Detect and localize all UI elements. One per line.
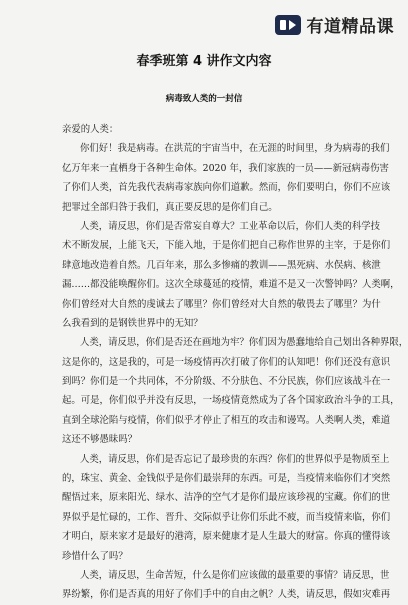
letter-body: [62, 120, 408, 605]
letter-line: 醒悟过来，原来阳光、绿水、洁净的空气才是你们最应该珍视的宝藏。你们的世: [62, 492, 391, 504]
document-subtitle: 病毒致人类的一封信: [165, 94, 243, 104]
letter-line: 界纷繁，你们是否真的用好了你们手中的自由之帆？人类，请反思，假如灾难再: [62, 589, 391, 601]
letter-line: 亲爱的人类：: [62, 124, 119, 135]
letter-line: 了你们人类，首先我代表病毒家族向你们道歉。然而，你们要明白，你们不应该: [62, 182, 391, 194]
letter-line: 才明白，原来家才是最好的港湾，原来健康才是人生最大的财富。你真的懂得该: [62, 531, 391, 543]
letter-line: 人类，请反思，你们是否常妄自尊大？工业革命以后，你们人类的科学技: [80, 220, 381, 232]
letter-line: 你们曾经对大自然的虔诚去了哪里？你们曾经对大自然的敬畏去了哪里？为什: [62, 298, 381, 310]
letter-line: 界似乎是忙碌的，工作、晋升、交际似乎让你们乐此不疲，而当疫情来临，你们: [62, 511, 391, 523]
letter-line: 这还不够愚昧吗？: [62, 434, 138, 446]
letter-line: 你们好！我是病毒。在洪荒的宇宙当中，在无涯的时间里，身为病毒的我们: [80, 143, 390, 155]
logo-text: 有道精品课: [306, 17, 394, 37]
letter-line: 么我看到的是钢铁世界中的无知？: [62, 317, 203, 329]
letter-line: 人类，请反思，你们是否忘记了最珍贵的东西？你们的世界似乎是物质至上: [80, 453, 390, 465]
document-title: 春季班第 4 讲作文内容: [136, 54, 272, 69]
letter-line: 这是你的，这是我的，可是一场疫情再次打破了你们的认知吧！你们还没有意识: [62, 356, 391, 368]
letter-line: 人类，请反思，你们是否还在画地为牢？你们因为愚蠢地给自己划出各种界限，: [80, 337, 408, 349]
letter-line: 术不断发展，上能飞天，下能入地，于是你们把自己称作世界的主宰，于是你们: [62, 240, 391, 252]
letter-line: 肆意地改造着自然。几百年来，那么多惨痛的教训——黑死病、水俣病、核泄: [62, 259, 381, 271]
letter-line: 起。可是，你们似乎并没有反思，一场疫情竟然成为了各个国家政治斗争的工具，: [62, 395, 400, 407]
youdao-logo: [275, 12, 395, 37]
letter-line: 漏……都没能唤醒你们。这次全球蔓延的疫情，难道不是又一次警钟吗？人类啊，: [62, 279, 400, 291]
letter-line: 到吗？你们是一个共同体，不分阶级、不分肤色、不分民族，你们应该战斗在一: [62, 376, 391, 388]
letter-line: 人类，请反思，生命苦短，什么是你们应该做的最重要的事情？请反思，世: [80, 569, 390, 581]
letter-line: 亿万年来一直栖身于各种生命体。2020 年，我们家族的一员——新冠病毒伤害: [62, 162, 389, 174]
youdao-logo-icon: [275, 15, 301, 35]
letter-line: 直到全球沦陷与疫情，你们似乎才停止了相互的攻击和谩骂。人类啊人类，难道: [62, 414, 391, 426]
letter-line: 把罪过全部归咎于我们，真正要反思的是你们自己。: [62, 201, 278, 213]
letter-line: 珍惜什么了吗？: [62, 550, 128, 562]
letter-line: 的，珠宝、黄金、金钱似乎是你们最崇拜的东西。可是，当疫情来临你们才突然: [62, 473, 391, 485]
